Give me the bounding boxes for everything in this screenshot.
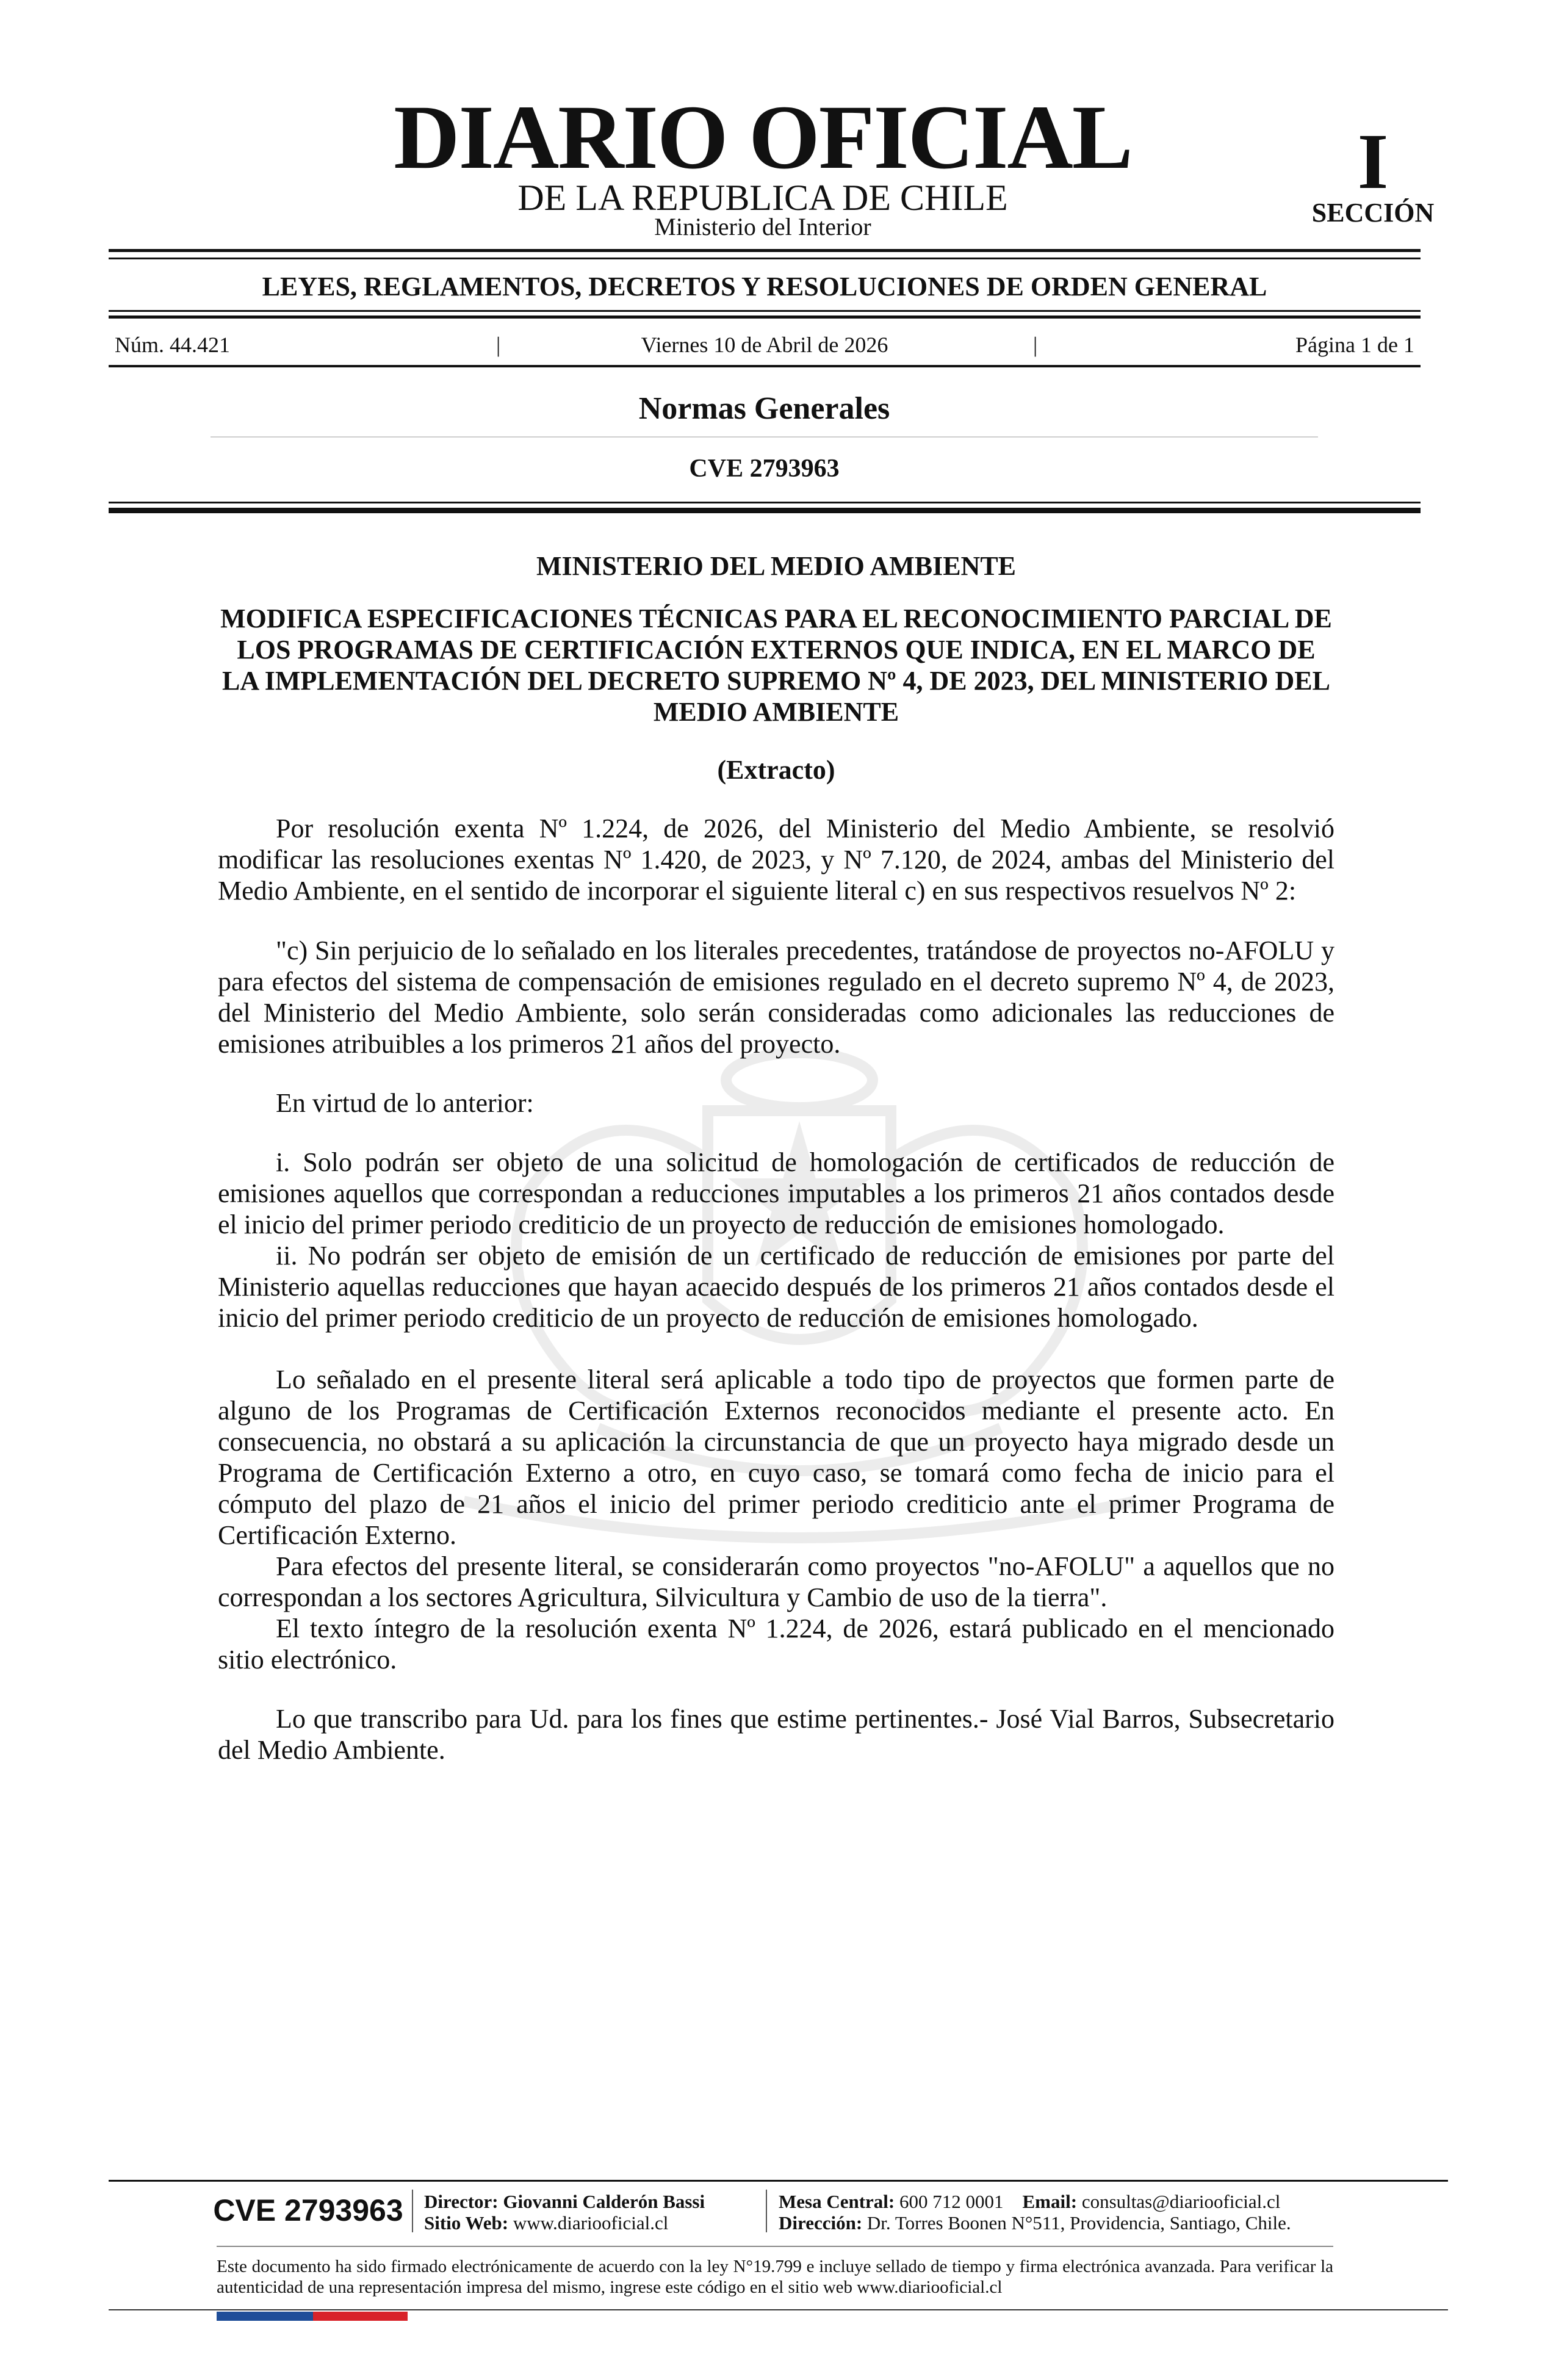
body-paragraph: Lo señalado en el presente literal será aplicable a todo tipo de proyectos que formen parte de alguno de los Programas de Certificación Externos reconocidos mediante el presente acto. En consecuencia, no obstará a su aplicación la circunstancia de que un proyecto haya migrado desde un Programa de Certificación Externo a otro, en cuyo caso, se tomará como fecha de inicio para el cómputo del plazo de 21 años el inicio del primer periodo crediticio ante el primer Programa de Certificación Externo. (218, 1365, 1334, 1550)
website-label: Sitio Web: (424, 2212, 509, 2234)
section-number: I (1357, 118, 1389, 206)
email-label: Email: (1022, 2191, 1078, 2212)
newspaper-subtitle: DE LA REPUBLICA DE CHILE (517, 178, 1008, 218)
footer-divider (217, 2246, 1333, 2247)
body-paragraph: i. Solo podrán ser objeto de una solicitud de homologación de certificados de reducción de emisiones aquellos que correspondan a reducciones imputables a los primeros 21 años contados desde el inicio del primer periodo crediticio de un proyecto de reducción de emisiones homologado. (218, 1147, 1334, 1239)
issue-separator: | (1033, 333, 1038, 357)
banner-rule (109, 310, 1421, 312)
issue-number: Núm. 44.421 (115, 333, 230, 357)
footer-rule (109, 2309, 1448, 2310)
section-banner: LEYES, REGLAMENTOS, DECRETOS Y RESOLUCIONES DE ORDEN GENERAL (262, 272, 1267, 301)
director-name: Giovanni Calderón Bassi (503, 2191, 705, 2212)
section-heading: Normas Generales (638, 391, 890, 426)
body-paragraph: Para efectos del presente literal, se considerarán como proyectos "no-AFOLU" a aquellos que no correspondan a los sectores Agricultura, Silvicultura y Cambio de uso de la tierra". (218, 1551, 1334, 1612)
footer-divider (766, 2190, 767, 2232)
masthead-rule (109, 258, 1421, 259)
masthead-rule (109, 249, 1421, 252)
document-title: MODIFICA ESPECIFICACIONES TÉCNICAS PARA EL RECONOCIMIENTO PARCIAL DE LOS PROGRAMAS DE CERTIFICACIÓN EXTERNOS QUE INDICA, EN EL MARCO DE LA IMPLEMENTACIÓN DEL DECRETO SUPREMO Nº 4, DE 2023, DEL MINISTERIO DEL MEDIO AMBIENTE (220, 604, 1332, 727)
signature-paragraph: Lo que transcribo para Ud. para los fines que estime pertinentes.- José Vial Barros, Subsecretario del Medio Ambiente. (218, 1704, 1334, 1765)
website-link[interactable]: www.diariooficial.cl (513, 2212, 669, 2234)
address-text: Dr. Torres Boonen N°511, Providencia, Santiago, Chile. (866, 2212, 1291, 2234)
footer-rule (109, 2180, 1448, 2182)
heading-divider (211, 436, 1318, 438)
email-link[interactable]: consultas@diariooficial.cl (1081, 2191, 1281, 2212)
banner-rule (109, 316, 1421, 319)
issue-separator: | (496, 333, 501, 357)
phone-number: 600 712 0001 (899, 2191, 1004, 2212)
document-body (218, 549, 1334, 1765)
body-paragraph: El texto íntegro de la resolución exenta Nº 1.224, de 2026, estará publicado en el mencionado sitio electrónico. (218, 1614, 1334, 1675)
header-bottom-rule (109, 508, 1421, 513)
section-label: SECCIÓN (1311, 198, 1435, 228)
cve-code: CVE 2793963 (689, 455, 840, 483)
extract-label: (Extracto) (717, 755, 835, 785)
phone-label: Mesa Central: (779, 2191, 895, 2212)
body-paragraph: ii. No podrán ser objeto de emisión de un certificado de reducción de emisiones por parte del Ministerio aquellas reducciones que hayan acaecido después de los primeros 21 años contados desde el inicio del primer periodo crediticio de un proyecto de reducción de emisiones homologado. (218, 1241, 1334, 1333)
footer-legal-note: Este documento ha sido firmado electrónicamente de acuerdo con la ley N°19.799 e incluye sellado de tiempo y firma electrónica avanzada. Para verificar la autenticidad de una representación impresa del mismo, ingrese este código en el sitio web www.diariooficial.cl (217, 2257, 1333, 2297)
info-rule (109, 365, 1421, 367)
page-indicator: Página 1 de 1 (1295, 333, 1414, 357)
body-paragraph: En virtud de lo anterior: (276, 1088, 534, 1118)
newspaper-ministry: Ministerio del Interior (654, 213, 871, 240)
body-paragraph: "c) Sin perjuicio de lo señalado en los literales precedentes, tratándose de proyectos no-AFOLU y para efectos del sistema de compensación de emisiones regulado en el decreto supremo Nº 4, de 2023, del Ministerio del Medio Ambiente, solo serán consideradas como adicionales las reducciones de emisiones atribuibles a los primeros 21 años del proyecto. (218, 936, 1334, 1059)
issuing-ministry: MINISTERIO DEL MEDIO AMBIENTE (536, 551, 1017, 581)
footer-director-block (424, 2191, 760, 2234)
footer-cve-code: CVE 2793963 (213, 2193, 403, 2227)
director-label: Director: (424, 2191, 499, 2212)
footer-contact-block (779, 2191, 1438, 2234)
flag-stripe-blue (217, 2312, 313, 2321)
issue-info-row (115, 330, 1414, 360)
header-bottom-rule (109, 502, 1421, 503)
body-paragraph: Por resolución exenta Nº 1.224, de 2026, del Ministerio del Medio Ambiente, se resolvió modificar las resoluciones exentas Nº 1.420, de 2023, y Nº 7.120, de 2024, ambas del Ministerio del Medio Ambiente, en el sentido de incorporar el siguiente literal c) en sus respectivos resuelvos Nº 2: (218, 813, 1334, 906)
flag-stripe-red (313, 2312, 408, 2321)
footer-divider (412, 2190, 413, 2232)
issue-date: Viernes 10 de Abril de 2026 (641, 333, 888, 357)
newspaper-title: DIARIO OFICIAL (394, 87, 1132, 188)
address-label: Dirección: (779, 2212, 863, 2234)
